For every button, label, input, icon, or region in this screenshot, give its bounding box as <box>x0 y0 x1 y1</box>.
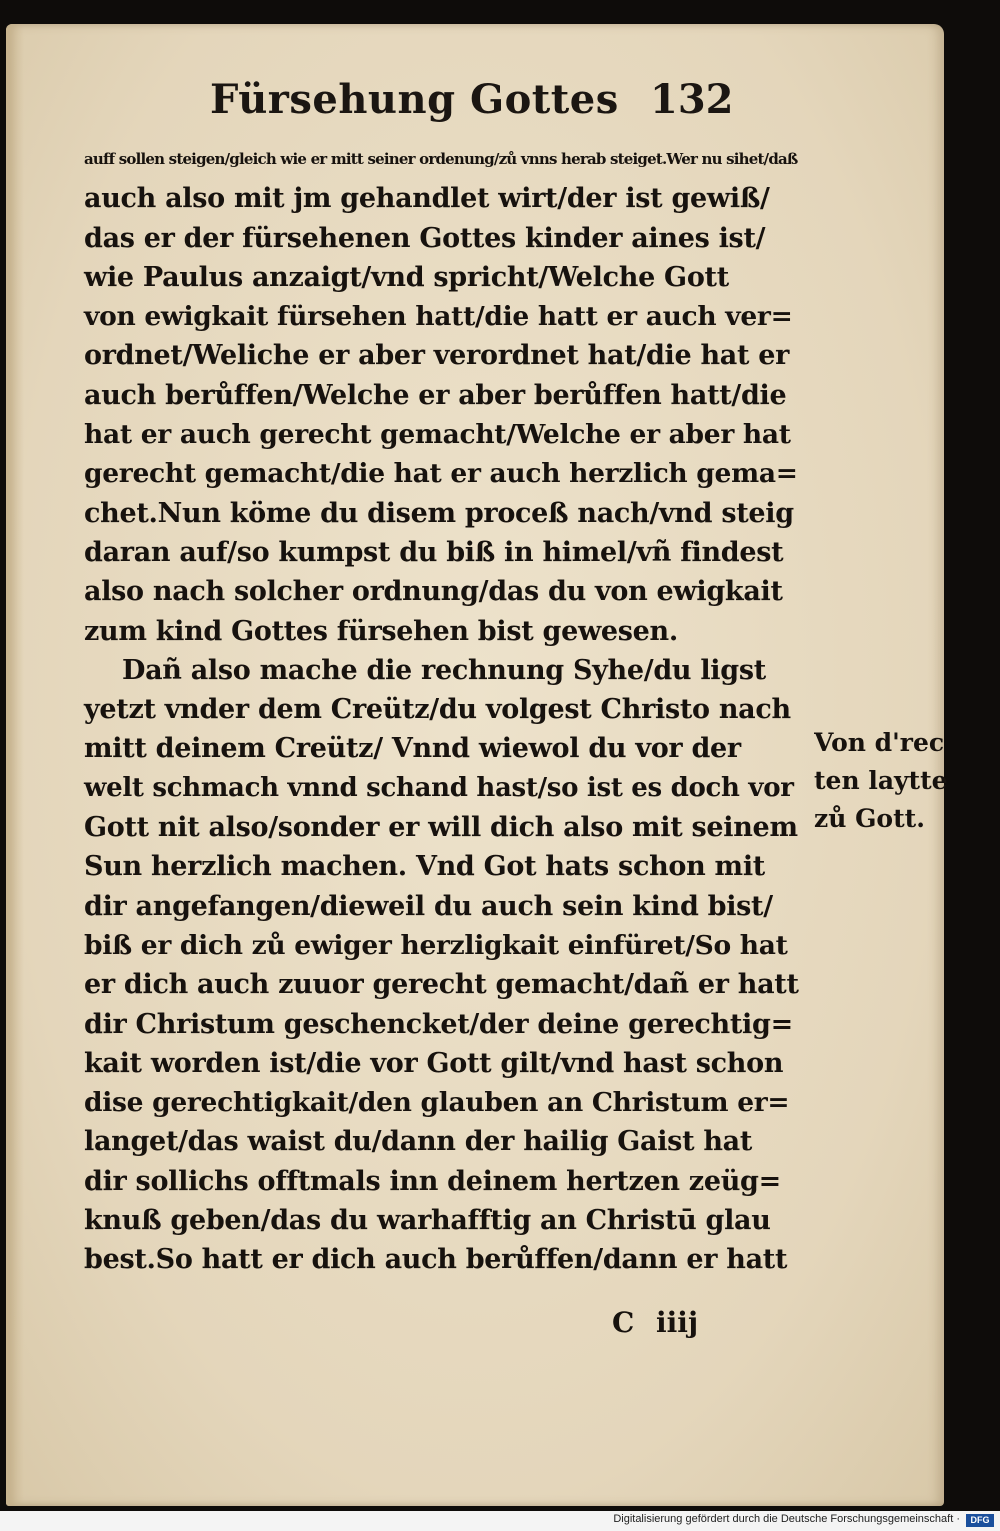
text-line: kait worden ist/die vor Gott gilt/vnd hast schon <box>84 1047 784 1079</box>
text-line: welt schmach vnnd schand hast/so ist es doch vor <box>84 772 794 803</box>
text-line: Sun herzlich machen. Vnd Got hats schon mit <box>84 851 765 883</box>
page-edge <box>6 24 24 1506</box>
text-line: dir angefangen/dieweil du auch sein kind bist/ <box>84 890 773 922</box>
text-line: yetzt vnder dem Creütz/du volgest Christo nach <box>84 694 791 726</box>
text-line: er dich auch zuuor gerecht gemacht/dañ er hatt <box>84 969 799 1001</box>
page-header <box>210 76 770 136</box>
dfg-logo[interactable]: DFG <box>966 1514 994 1527</box>
text-line: Gott nit also/sonder er will dich also mit seinem <box>84 812 798 844</box>
text-line: auff sollen steigen/gleich wie er mitt seiner ordenung/zů vnns herab steiget.Wer nu sihet/daß <box>84 150 798 168</box>
text-line: knuß geben/das du warhafftig an Christū glau <box>84 1205 771 1237</box>
text-line: zum kind Gottes fürsehen bist gewesen. <box>84 615 678 647</box>
text-line: von ewigkait fürsehen hatt/die hatt er auch ver= <box>84 301 793 333</box>
text-line: dir Christum geschencket/der deine gerechtig= <box>84 1008 793 1040</box>
marginal-line: zů Gott. <box>814 804 925 833</box>
footer-bar <box>0 1511 1000 1531</box>
text-line: wie Paulus anzaigt/vnd spricht/Welche Gott <box>84 261 729 293</box>
running-head: Fürsehung Gottes <box>210 76 619 123</box>
marginal-line: Von d'rec <box>814 728 945 757</box>
marginal-line: ten laytte <box>814 766 948 795</box>
text-line: langet/das waist du/dann der hailig Gaist hat <box>84 1126 753 1158</box>
text-line: biß er dich zů ewiger herzligkait einfüret/So hat <box>84 929 788 961</box>
signature-mark: C iiij <box>612 1306 699 1339</box>
page-number: 132 <box>650 76 734 123</box>
text-line: das er der fürsehenen Gottes kinder aines ist/ <box>84 222 766 254</box>
text-line: auch berůffen/Welche er aber berůffen hatt/die <box>84 379 787 411</box>
body-text <box>84 140 800 1280</box>
text-line: Dañ also mache die rechnung Syhe/du ligst <box>122 654 766 686</box>
text-line: hat er auch gerecht gemacht/Welche er aber hat <box>84 419 791 451</box>
text-line: best.So hatt er dich auch berůffen/dann er hatt <box>84 1244 788 1276</box>
text-line: also nach solcher ordnung/das du von ewigkait <box>84 576 783 608</box>
text-line: daran auf/so kumpst du biß in himel/vñ findest <box>84 536 784 568</box>
text-line: gerecht gemacht/die hat er auch herzlich gema= <box>84 458 798 490</box>
text-line: chet.Nun köme du disem proceß nach/vnd steig <box>84 497 794 529</box>
text-line: dise gerechtigkait/den glauben an Christum er= <box>84 1087 790 1119</box>
marginal-note <box>814 724 948 838</box>
footer-credit: Digitalisierung gefördert durch die Deutsche Forschungsgemeinschaft · <box>613 1513 960 1525</box>
text-line: mitt deinem Creütz/ Vnnd wiewol du vor der <box>84 733 741 765</box>
text-line: ordnet/Weliche er aber verordnet hat/die hat er <box>84 340 790 372</box>
text-line: dir sollichs offtmals inn deinem hertzen zeüg= <box>84 1165 781 1197</box>
text-line: auch also mit jm gehandlet wirt/der ist gewiß/ <box>84 183 770 215</box>
